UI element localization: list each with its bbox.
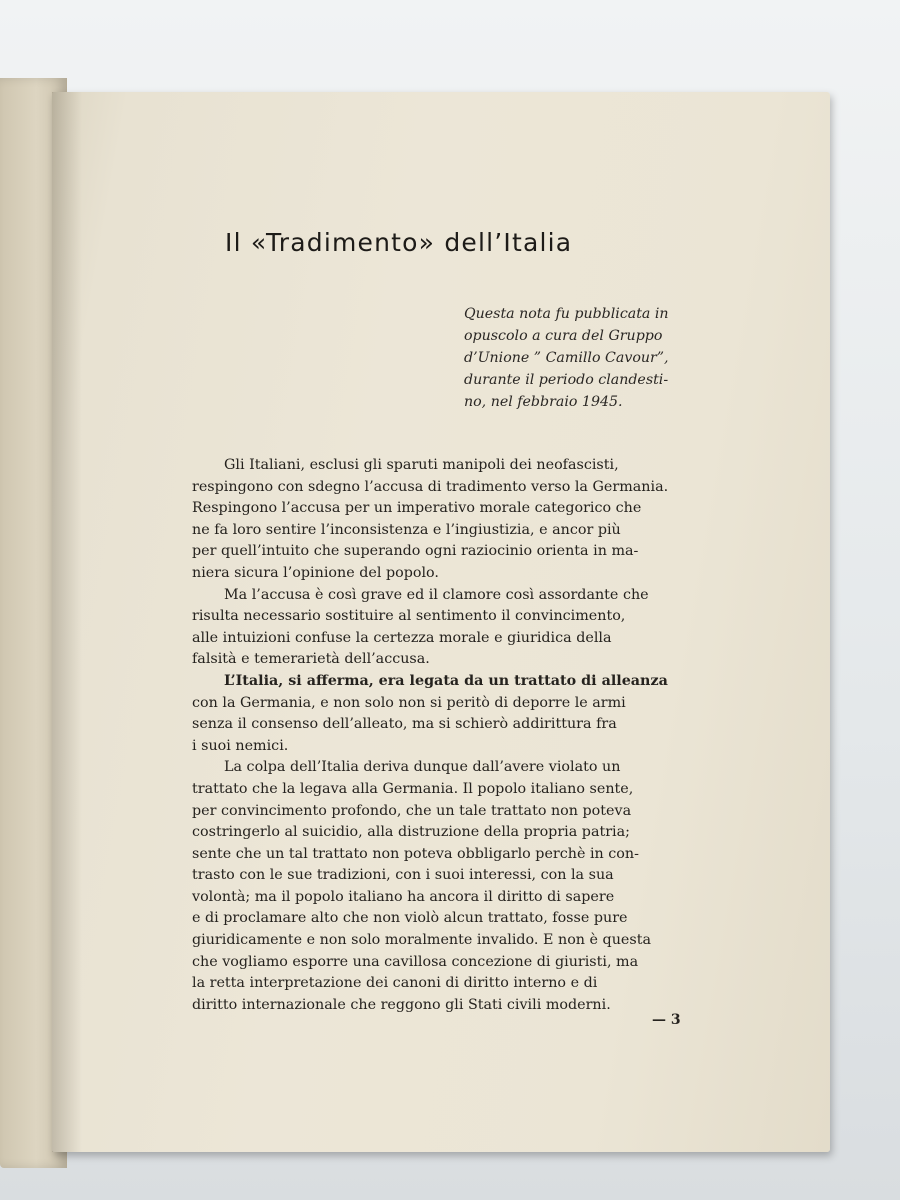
text-line: sente che un tal trattato non poteva obbligarlo perchè in con- — [192, 845, 639, 862]
text-line: trasto con le sue tradizioni, con i suoi interessi, con la sua — [192, 867, 614, 884]
paragraph-4 — [192, 757, 692, 1016]
paragraph-1 — [192, 455, 692, 585]
text-line: i suoi nemici. — [192, 737, 289, 754]
note-line: no, nel febbraio 1945. — [464, 394, 623, 410]
text-line: la retta interpretazione dei canoni di diritto interno e di — [192, 975, 598, 992]
body-text — [192, 455, 692, 1016]
text-line: Respingono l’accusa per un imperativo morale categorico che — [192, 500, 642, 517]
paragraph-3 — [192, 671, 692, 757]
text-line: diritto internazionale che reggono gli Stati civili moderni. — [192, 996, 611, 1013]
text-line: che vogliamo esporre una cavillosa concezione di giuristi, ma — [192, 953, 639, 970]
text-line: giuridicamente e non solo moralmente invalido. E non è questa — [192, 932, 651, 949]
text-line: risulta necessario sostituire al sentimento il convincimento, — [192, 608, 626, 625]
text-line: respingono con sdegno l’accusa di tradimento verso la Germania. — [192, 478, 669, 495]
text-line: per quell’intuito che superando ogni raziocinio orienta in ma- — [192, 543, 639, 560]
page-title: Il «Tradimento» dell’Italia — [225, 228, 573, 257]
note-line: durante il periodo clandesti- — [464, 372, 669, 388]
text-line: volontà; ma il popolo italiano ha ancora il diritto di sapere — [192, 888, 615, 905]
paragraph-2 — [192, 585, 692, 671]
text-line: falsità e temerarietà dell’accusa. — [192, 651, 430, 668]
text-line: ne fa loro sentire l’inconsistenza e l’ingiustizia, e ancor più — [192, 521, 621, 538]
note-line: d’Unione ” Camillo Cavour”, — [464, 350, 669, 366]
note-line: Questa nota fu pubblicata in — [464, 306, 669, 322]
gutter-shadow — [52, 92, 82, 1152]
publication-note — [464, 303, 699, 413]
page-number: — 3 — [652, 1012, 681, 1028]
text-line: e di proclamare alto che non violò alcun trattato, fosse pure — [192, 910, 628, 927]
text-line: Ma l’accusa è così grave ed il clamore così assordante che — [224, 586, 649, 603]
text-line: alle intuizioni confuse la certezza morale e giuridica della — [192, 629, 612, 646]
note-line: opuscolo a cura del Gruppo — [464, 328, 663, 344]
text-line: senza il consenso dell’alleato, ma si schierò addirittura fra — [192, 716, 617, 733]
text-line: per convincimento profondo, che un tale trattato non poteva — [192, 802, 632, 819]
text-line: L’Italia, si afferma, era legata da un trattato di alleanza — [224, 672, 668, 689]
text-line: trattato che la legava alla Germania. Il popolo italiano sente, — [192, 780, 634, 797]
text-line: niera sicura l’opinione del popolo. — [192, 564, 439, 581]
text-line: La colpa dell’Italia deriva dunque dall’avere violato un — [224, 759, 621, 776]
text-line: Gli Italiani, esclusi gli sparuti manipoli dei neofascisti, — [224, 457, 619, 473]
text-line: con la Germania, e non solo non si peritò di deporre le armi — [192, 694, 626, 711]
text-line: costringerlo al suicidio, alla distruzione della propria patria; — [192, 824, 630, 841]
